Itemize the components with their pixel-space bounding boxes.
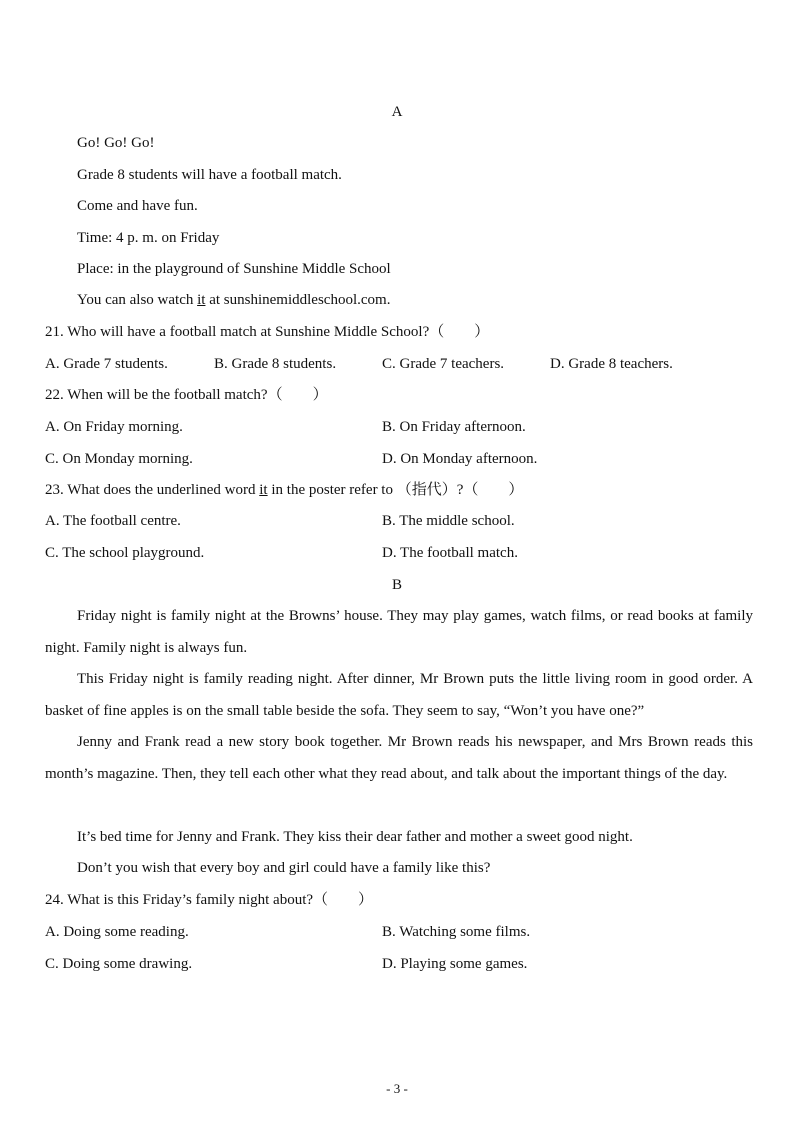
question-24-stem: 24. What is this Friday’s family night about?（ ） xyxy=(45,892,374,908)
question-23-option-b: B. The middle school. xyxy=(382,513,515,529)
question-21-option-b: B. Grade 8 students. xyxy=(214,356,337,372)
page-number: - 3 - xyxy=(386,1081,408,1096)
question-23-option-d: D. The football match. xyxy=(382,545,518,561)
question-22-option-c: C. On Monday morning. xyxy=(45,451,193,467)
question-23-underlined-it: it xyxy=(259,482,268,498)
question-23-stem xyxy=(45,480,523,500)
poster-line-1: Go! Go! Go! xyxy=(77,135,155,151)
poster-line-5: Place: in the playground of Sunshine Middle School xyxy=(77,261,391,277)
passage-paragraph-5: Don’t you wish that every boy and girl could have a family like this? xyxy=(77,860,491,876)
poster-line-4: Time: 4 p. m. on Friday xyxy=(77,230,220,246)
poster-line-2: Grade 8 students will have a football match. xyxy=(77,167,342,183)
passage-paragraph-3: Jenny and Frank read a new story book together. Mr Brown reads his newspaper, and Mrs Brown reads this month’s magazine. Then, they tell each other what they read about, and talk about the important things of the day. xyxy=(45,734,753,782)
passage-paragraph-4: It’s bed time for Jenny and Frank. They kiss their dear father and mother a sweet good night. xyxy=(77,829,633,845)
question-22-option-b: B. On Friday afternoon. xyxy=(382,419,526,435)
poster-line-6 xyxy=(77,290,390,310)
question-24-option-c: C. Doing some drawing. xyxy=(45,956,193,972)
question-21-option-a: A. Grade 7 students. xyxy=(45,356,168,372)
question-21-stem: 21. Who will have a football match at Sunshine Middle School?（ ） xyxy=(45,324,490,340)
section-b-heading: B xyxy=(391,577,402,593)
question-23-option-a: A. The football centre. xyxy=(45,513,181,529)
passage-paragraph-2: This Friday night is family reading night. After dinner, Mr Brown puts the little living room in good order. A basket of fine apples is on the small table beside the sofa. They seem to say, “Won’t you have one?” xyxy=(45,671,753,719)
underlined-word-it: it xyxy=(197,292,206,308)
question-22-option-a: A. On Friday morning. xyxy=(45,419,183,435)
question-22-stem: 22. When will be the football match?（ ） xyxy=(45,387,328,403)
poster-line-3: Come and have fun. xyxy=(77,198,198,214)
question-21-option-d: D. Grade 8 teachers. xyxy=(550,356,673,372)
section-a-heading: A xyxy=(391,104,403,120)
passage-paragraph-1: Friday night is family night at the Browns’ house. They may play games, watch films, or read books at family night. Family night is always fun. xyxy=(45,608,753,656)
question-21-option-c: C. Grade 7 teachers. xyxy=(382,356,505,372)
question-23-stem-after: in the poster refer to （指代）?（ ） xyxy=(267,482,524,498)
question-24-option-a: A. Doing some reading. xyxy=(45,924,189,940)
question-23-stem-before: 23. What does the underlined word xyxy=(45,482,260,498)
question-22-option-d: D. On Monday afternoon. xyxy=(382,451,538,467)
question-23-option-c: C. The school playground. xyxy=(45,545,205,561)
poster-line-6-before: You can also watch xyxy=(77,292,198,308)
question-24-option-b: B. Watching some films. xyxy=(382,924,531,940)
poster-line-6-after: at sunshinemiddleschool.com. xyxy=(205,292,391,308)
question-24-option-d: D. Playing some games. xyxy=(382,956,528,972)
